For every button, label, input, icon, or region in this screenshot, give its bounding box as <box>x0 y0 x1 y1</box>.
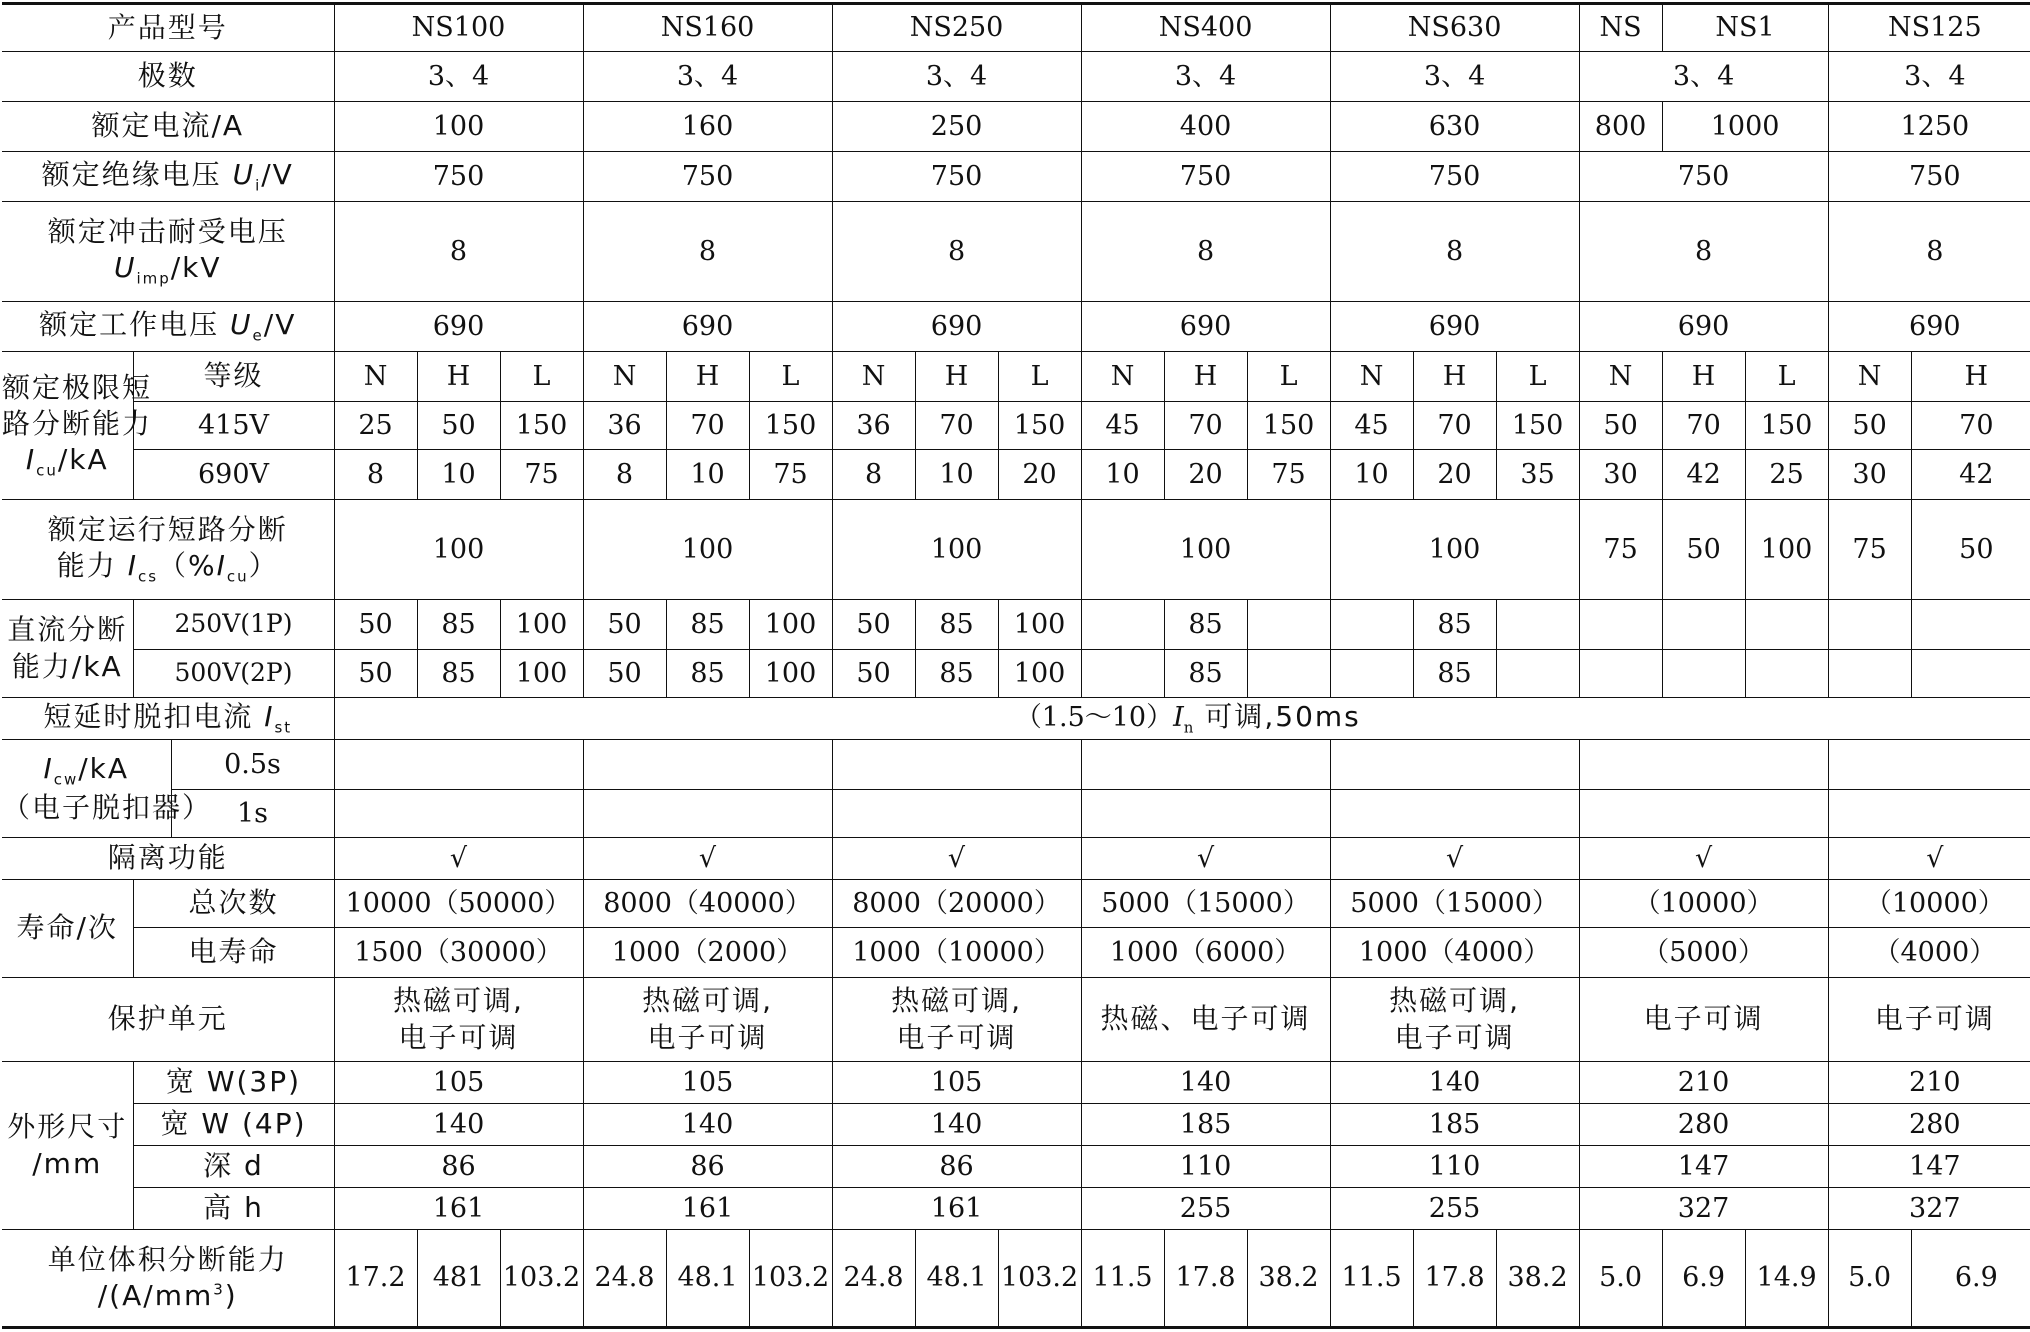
dim-h-value: 161 <box>334 1188 583 1230</box>
model-ns800: NS <box>1579 4 1662 52</box>
ue-value: 690 <box>832 302 1081 352</box>
label-life-elec: 电寿命 <box>133 928 334 978</box>
icu415-cell: 45 <box>1330 402 1413 450</box>
dim-d-value: 110 <box>1081 1146 1330 1188</box>
icw-cell <box>1330 790 1579 838</box>
grade-cell: L <box>998 352 1081 402</box>
icu415-cell: 150 <box>500 402 583 450</box>
life-elec-value: （4000） <box>1828 928 2030 978</box>
dim-d-value: 110 <box>1330 1146 1579 1188</box>
dc250-cell: 85 <box>1164 600 1247 650</box>
grade-cell: L <box>500 352 583 402</box>
dim-w4-value: 140 <box>583 1104 832 1146</box>
grade-cell: L <box>1247 352 1330 402</box>
uimp-value: 8 <box>832 202 1081 302</box>
icw-cell <box>1081 790 1330 838</box>
ist-value: $(1.5\sim 10)I_n$ 可调,50ms <box>334 698 2030 740</box>
dc500-cell: 50 <box>334 650 417 698</box>
ue-value: 690 <box>334 302 583 352</box>
unitvol-cell: 103.2 <box>749 1230 832 1328</box>
dim-w3-value: 105 <box>334 1062 583 1104</box>
label-ue: 额定工作电压 $U_e/V$ <box>2 302 334 352</box>
icu690-cell: 10 <box>1081 450 1164 500</box>
dim-w3-value: 140 <box>1081 1062 1330 1104</box>
current-value: 630 <box>1330 102 1579 152</box>
dim-h-value: 327 <box>1828 1188 2030 1230</box>
grade-cell: N <box>832 352 915 402</box>
dc500-cell: 50 <box>832 650 915 698</box>
life-total-value: （10000） <box>1828 880 2030 928</box>
row-isolation <box>2 838 2030 880</box>
dim-w4-value: 280 <box>1579 1104 1828 1146</box>
life-total-value: 8000（20000） <box>832 880 1081 928</box>
ue-value: 690 <box>1828 302 2030 352</box>
dim-w3-value: 105 <box>832 1062 1081 1104</box>
icu690-cell: 25 <box>1745 450 1828 500</box>
model-ns100: NS100 <box>334 4 583 52</box>
label-dc-500v: 500V(2P) <box>133 650 334 698</box>
row-dc-500 <box>2 650 2030 698</box>
icw-cell <box>1828 790 2030 838</box>
dim-d-value: 147 <box>1579 1146 1828 1188</box>
life-elec-value: （5000） <box>1579 928 1828 978</box>
grade-cell: H <box>915 352 998 402</box>
icu690-cell: 10 <box>1330 450 1413 500</box>
dim-w3-value: 210 <box>1579 1062 1828 1104</box>
icu415-cell: 50 <box>1828 402 1911 450</box>
uimp-value: 8 <box>334 202 583 302</box>
dc250-cell <box>1330 600 1413 650</box>
dc500-cell <box>1496 650 1579 698</box>
ics-value: 50 <box>1662 500 1745 600</box>
row-icu-690 <box>2 450 2030 500</box>
row-ue <box>2 302 2030 352</box>
dc500-cell <box>1828 650 1911 698</box>
label-dims: 外形尺寸 /mm <box>2 1062 133 1230</box>
current-value: 1250 <box>1828 102 2030 152</box>
row-dim-w4 <box>2 1104 2030 1146</box>
ics-value: 100 <box>1081 500 1330 600</box>
ics-value: 100 <box>583 500 832 600</box>
label-life: 寿命/次 <box>2 880 133 978</box>
icu690-cell: 75 <box>1247 450 1330 500</box>
protection-value: 热磁可调, 电子可调 <box>334 978 583 1062</box>
icu415-cell: 150 <box>998 402 1081 450</box>
row-current <box>2 102 2030 152</box>
model-ns1000: NS1 <box>1662 4 1828 52</box>
grade-cell: N <box>1081 352 1164 402</box>
icu690-cell: 10 <box>417 450 500 500</box>
label-ics: 额定运行短路分断 能力 $I_{cs}(\%I_{cu})$ <box>2 500 334 600</box>
dc500-cell: 85 <box>666 650 749 698</box>
protection-value: 热磁、电子可调 <box>1081 978 1330 1062</box>
label-icw-1s: 1s <box>171 790 334 838</box>
check-icon: √ <box>1828 838 2030 880</box>
unitvol-cell: 38.2 <box>1496 1230 1579 1328</box>
model-ns1250: NS125 <box>1828 4 2030 52</box>
current-value: 100 <box>334 102 583 152</box>
row-unitvol <box>2 1230 2030 1328</box>
row-ist <box>2 698 2030 740</box>
ue-value: 690 <box>1081 302 1330 352</box>
row-dc-250 <box>2 600 2030 650</box>
ui-value: 750 <box>832 152 1081 202</box>
row-icw-05 <box>2 740 2030 790</box>
ui-value: 750 <box>1081 152 1330 202</box>
grade-cell: N <box>1828 352 1911 402</box>
row-dim-d <box>2 1146 2030 1188</box>
ics-value: 100 <box>1330 500 1579 600</box>
protection-value: 热磁可调, 电子可调 <box>583 978 832 1062</box>
icu415-cell: 70 <box>915 402 998 450</box>
dc250-cell: 50 <box>583 600 666 650</box>
icu690-cell: 8 <box>334 450 417 500</box>
grade-cell: H <box>1413 352 1496 402</box>
icu690-cell: 20 <box>1413 450 1496 500</box>
life-elec-value: 1000（4000） <box>1330 928 1579 978</box>
unitvol-cell: 24.8 <box>583 1230 666 1328</box>
row-ics <box>2 500 2030 600</box>
uimp-value: 8 <box>1579 202 1828 302</box>
life-total-value: 5000（15000） <box>1330 880 1579 928</box>
dim-h-value: 255 <box>1081 1188 1330 1230</box>
icu415-cell: 70 <box>1662 402 1745 450</box>
life-total-value: 10000（50000） <box>334 880 583 928</box>
icw-cell <box>583 740 832 790</box>
ue-value: 690 <box>1330 302 1579 352</box>
dc250-cell <box>1745 600 1828 650</box>
icu690-cell: 75 <box>500 450 583 500</box>
icu690-cell: 20 <box>998 450 1081 500</box>
dim-w4-value: 140 <box>334 1104 583 1146</box>
dc250-cell <box>1579 600 1662 650</box>
grade-cell: L <box>1496 352 1579 402</box>
row-icu-grades <box>2 352 2030 402</box>
dc250-cell <box>1247 600 1330 650</box>
ui-value: 750 <box>583 152 832 202</box>
poles-value: 3、4 <box>1579 52 1828 102</box>
life-total-value: 5000（15000） <box>1081 880 1330 928</box>
dc250-cell: 100 <box>998 600 1081 650</box>
icu690-cell: 10 <box>666 450 749 500</box>
dc500-cell <box>1745 650 1828 698</box>
ui-value: 750 <box>334 152 583 202</box>
dim-h-value: 327 <box>1579 1188 1828 1230</box>
label-isolation: 隔离功能 <box>2 838 334 880</box>
protection-value: 电子可调 <box>1828 978 2030 1062</box>
dc250-cell: 85 <box>417 600 500 650</box>
label-unitvol: 单位体积分断能力 $/(A/mm^3)$ <box>2 1230 334 1328</box>
dc250-cell: 85 <box>915 600 998 650</box>
check-icon: √ <box>1081 838 1330 880</box>
icu415-cell: 70 <box>666 402 749 450</box>
dc500-cell: 85 <box>915 650 998 698</box>
icu690-cell: 8 <box>583 450 666 500</box>
icu415-cell: 36 <box>583 402 666 450</box>
unitvol-cell: 6.9 <box>1911 1230 2030 1328</box>
unitvol-cell: 48.1 <box>915 1230 998 1328</box>
poles-value: 3、4 <box>1330 52 1579 102</box>
row-models <box>2 4 2030 52</box>
icu690-cell: 42 <box>1911 450 2030 500</box>
dc250-cell: 50 <box>832 600 915 650</box>
dim-w4-value: 185 <box>1081 1104 1330 1146</box>
label-dc: 直流分断 能力/kA <box>2 600 133 698</box>
life-elec-value: 1000（6000） <box>1081 928 1330 978</box>
life-total-value: （10000） <box>1579 880 1828 928</box>
uimp-value: 8 <box>1081 202 1330 302</box>
row-protection <box>2 978 2030 1062</box>
unitvol-cell: 24.8 <box>832 1230 915 1328</box>
icu690-cell: 20 <box>1164 450 1247 500</box>
protection-value: 电子可调 <box>1579 978 1828 1062</box>
dc250-cell <box>1662 600 1745 650</box>
unitvol-cell: 5.0 <box>1828 1230 1911 1328</box>
icu415-cell: 45 <box>1081 402 1164 450</box>
dc250-cell: 85 <box>1413 600 1496 650</box>
label-690v: 690V <box>133 450 334 500</box>
unitvol-cell: 14.9 <box>1745 1230 1828 1328</box>
icu690-cell: 30 <box>1828 450 1911 500</box>
unitvol-cell: 103.2 <box>998 1230 1081 1328</box>
poles-value: 3、4 <box>334 52 583 102</box>
icw-cell <box>1330 740 1579 790</box>
model-ns160: NS160 <box>583 4 832 52</box>
grade-cell: H <box>1662 352 1745 402</box>
poles-value: 3、4 <box>1081 52 1330 102</box>
icw-cell <box>832 790 1081 838</box>
icu690-cell: 8 <box>832 450 915 500</box>
grade-cell: H <box>1164 352 1247 402</box>
icu415-cell: 70 <box>1413 402 1496 450</box>
ui-value: 750 <box>1828 152 2030 202</box>
dim-w3-value: 105 <box>583 1062 832 1104</box>
row-poles <box>2 52 2030 102</box>
unitvol-cell: 481 <box>417 1230 500 1328</box>
icw-cell <box>1579 790 1828 838</box>
life-elec-value: 1500（30000） <box>334 928 583 978</box>
ics-value: 75 <box>1579 500 1662 600</box>
unitvol-cell: 38.2 <box>1247 1230 1330 1328</box>
icu415-cell: 150 <box>749 402 832 450</box>
dc500-cell: 100 <box>998 650 1081 698</box>
icu690-cell: 42 <box>1662 450 1745 500</box>
dc250-cell: 50 <box>334 600 417 650</box>
icw-cell <box>334 790 583 838</box>
ue-value: 690 <box>1579 302 1828 352</box>
protection-value: 热磁可调, 电子可调 <box>832 978 1081 1062</box>
icw-cell <box>1579 740 1828 790</box>
dc500-cell: 50 <box>583 650 666 698</box>
icw-cell <box>1081 740 1330 790</box>
icw-cell <box>832 740 1081 790</box>
ics-value: 100 <box>1745 500 1828 600</box>
icu415-cell: 50 <box>1579 402 1662 450</box>
label-grade: 等级 <box>133 352 334 402</box>
icw-cell <box>1828 740 2030 790</box>
label-current: 额定电流/A <box>2 102 334 152</box>
icu690-cell: 30 <box>1579 450 1662 500</box>
unitvol-cell: 11.5 <box>1081 1230 1164 1328</box>
unitvol-cell: 17.8 <box>1413 1230 1496 1328</box>
ics-value: 100 <box>334 500 583 600</box>
unitvol-cell: 5.0 <box>1579 1230 1662 1328</box>
icw-cell <box>334 740 583 790</box>
check-icon: √ <box>832 838 1081 880</box>
label-dim-d: 深 d <box>133 1146 334 1188</box>
grade-cell: H <box>417 352 500 402</box>
ui-value: 750 <box>1330 152 1579 202</box>
dc500-cell: 85 <box>1164 650 1247 698</box>
dim-h-value: 161 <box>832 1188 1081 1230</box>
ui-value: 750 <box>1579 152 1828 202</box>
label-icw: $I_{cw}/kA$ （电子脱扣器） <box>2 740 171 838</box>
label-dim-h: 高 h <box>133 1188 334 1230</box>
dim-d-value: 86 <box>334 1146 583 1188</box>
dc250-cell: 85 <box>666 600 749 650</box>
life-total-value: 8000（40000） <box>583 880 832 928</box>
icu415-cell: 50 <box>417 402 500 450</box>
label-415v: 415V <box>133 402 334 450</box>
label-poles: 极数 <box>2 52 334 102</box>
dc500-cell <box>1330 650 1413 698</box>
dc250-cell <box>1081 600 1164 650</box>
dc250-cell: 100 <box>500 600 583 650</box>
current-value: 1000 <box>1662 102 1828 152</box>
icu415-cell: 70 <box>1164 402 1247 450</box>
grade-cell: H <box>1911 352 2030 402</box>
dim-d-value: 86 <box>583 1146 832 1188</box>
icw-cell <box>583 790 832 838</box>
dim-w4-value: 280 <box>1828 1104 2030 1146</box>
label-ist: 短延时脱扣电流 $I_{st}$ <box>2 698 334 740</box>
icu415-cell: 25 <box>334 402 417 450</box>
current-value: 160 <box>583 102 832 152</box>
dim-d-value: 147 <box>1828 1146 2030 1188</box>
ue-value: 690 <box>583 302 832 352</box>
check-icon: √ <box>1330 838 1579 880</box>
row-dim-h <box>2 1188 2030 1230</box>
dc500-cell: 100 <box>500 650 583 698</box>
label-models: 产品型号 <box>2 4 334 52</box>
grade-cell: L <box>749 352 832 402</box>
dim-w3-value: 210 <box>1828 1062 2030 1104</box>
unitvol-cell: 48.1 <box>666 1230 749 1328</box>
icu690-cell: 10 <box>915 450 998 500</box>
dc250-cell <box>1828 600 1911 650</box>
poles-value: 3、4 <box>583 52 832 102</box>
model-ns250: NS250 <box>832 4 1081 52</box>
icu415-cell: 150 <box>1496 402 1579 450</box>
icu415-cell: 150 <box>1745 402 1828 450</box>
uimp-value: 8 <box>583 202 832 302</box>
ics-value: 100 <box>832 500 1081 600</box>
row-uimp <box>2 202 2030 302</box>
icu415-cell: 36 <box>832 402 915 450</box>
current-value: 800 <box>1579 102 1662 152</box>
grade-cell: N <box>583 352 666 402</box>
life-elec-value: 1000（2000） <box>583 928 832 978</box>
unitvol-cell: 17.2 <box>334 1230 417 1328</box>
current-value: 250 <box>832 102 1081 152</box>
label-dc-250v: 250V(1P) <box>133 600 334 650</box>
icu415-cell: 150 <box>1247 402 1330 450</box>
dc500-cell <box>1579 650 1662 698</box>
dim-w3-value: 140 <box>1330 1062 1579 1104</box>
dc250-cell <box>1496 600 1579 650</box>
dim-w4-value: 140 <box>832 1104 1081 1146</box>
label-dim-w4: 宽 W (4P) <box>133 1104 334 1146</box>
grade-cell: N <box>1579 352 1662 402</box>
poles-value: 3、4 <box>832 52 1081 102</box>
label-dim-w3: 宽 W(3P) <box>133 1062 334 1104</box>
icu415-cell: 70 <box>1911 402 2030 450</box>
dim-h-value: 255 <box>1330 1188 1579 1230</box>
dc500-cell <box>1247 650 1330 698</box>
dc500-cell: 85 <box>417 650 500 698</box>
uimp-value: 8 <box>1828 202 2030 302</box>
grade-cell: N <box>1330 352 1413 402</box>
label-protection: 保护单元 <box>2 978 334 1062</box>
label-uimp: 额定冲击耐受电压 $U_{imp}/kV$ <box>2 202 334 302</box>
model-ns400: NS400 <box>1081 4 1330 52</box>
check-icon: √ <box>583 838 832 880</box>
unitvol-cell: 11.5 <box>1330 1230 1413 1328</box>
label-life-total: 总次数 <box>133 880 334 928</box>
label-icw-05s: 0.5s <box>171 740 334 790</box>
life-elec-value: 1000（10000） <box>832 928 1081 978</box>
protection-value: 热磁可调, 电子可调 <box>1330 978 1579 1062</box>
row-dim-w3 <box>2 1062 2030 1104</box>
dc500-cell <box>1911 650 2030 698</box>
label-icu: 额定极限短 路分断能力 $I_{cu}/kA$ <box>2 352 133 500</box>
dc250-cell: 100 <box>749 600 832 650</box>
ics-value: 50 <box>1911 500 2030 600</box>
grade-cell: H <box>666 352 749 402</box>
check-icon: √ <box>334 838 583 880</box>
dc500-cell <box>1662 650 1745 698</box>
dim-w4-value: 185 <box>1330 1104 1579 1146</box>
row-life-elec <box>2 928 2030 978</box>
unitvol-cell: 103.2 <box>500 1230 583 1328</box>
grade-cell: L <box>1745 352 1828 402</box>
check-icon: √ <box>1579 838 1828 880</box>
dc500-cell: 85 <box>1413 650 1496 698</box>
dim-d-value: 86 <box>832 1146 1081 1188</box>
icu690-cell: 35 <box>1496 450 1579 500</box>
dim-h-value: 161 <box>583 1188 832 1230</box>
icu690-cell: 75 <box>749 450 832 500</box>
row-icu-415 <box>2 402 2030 450</box>
dc500-cell <box>1081 650 1164 698</box>
uimp-value: 8 <box>1330 202 1579 302</box>
model-ns630: NS630 <box>1330 4 1579 52</box>
row-icw-1 <box>2 790 2030 838</box>
unitvol-cell: 17.8 <box>1164 1230 1247 1328</box>
row-life-total <box>2 880 2030 928</box>
dc500-cell: 100 <box>749 650 832 698</box>
current-value: 400 <box>1081 102 1330 152</box>
grade-cell: N <box>334 352 417 402</box>
ics-value: 75 <box>1828 500 1911 600</box>
unitvol-cell: 6.9 <box>1662 1230 1745 1328</box>
spec-table <box>2 2 2030 1329</box>
row-ui <box>2 152 2030 202</box>
dc250-cell <box>1911 600 2030 650</box>
poles-value: 3、4 <box>1828 52 2030 102</box>
label-ui: 额定绝缘电压 $U_i/V$ <box>2 152 334 202</box>
